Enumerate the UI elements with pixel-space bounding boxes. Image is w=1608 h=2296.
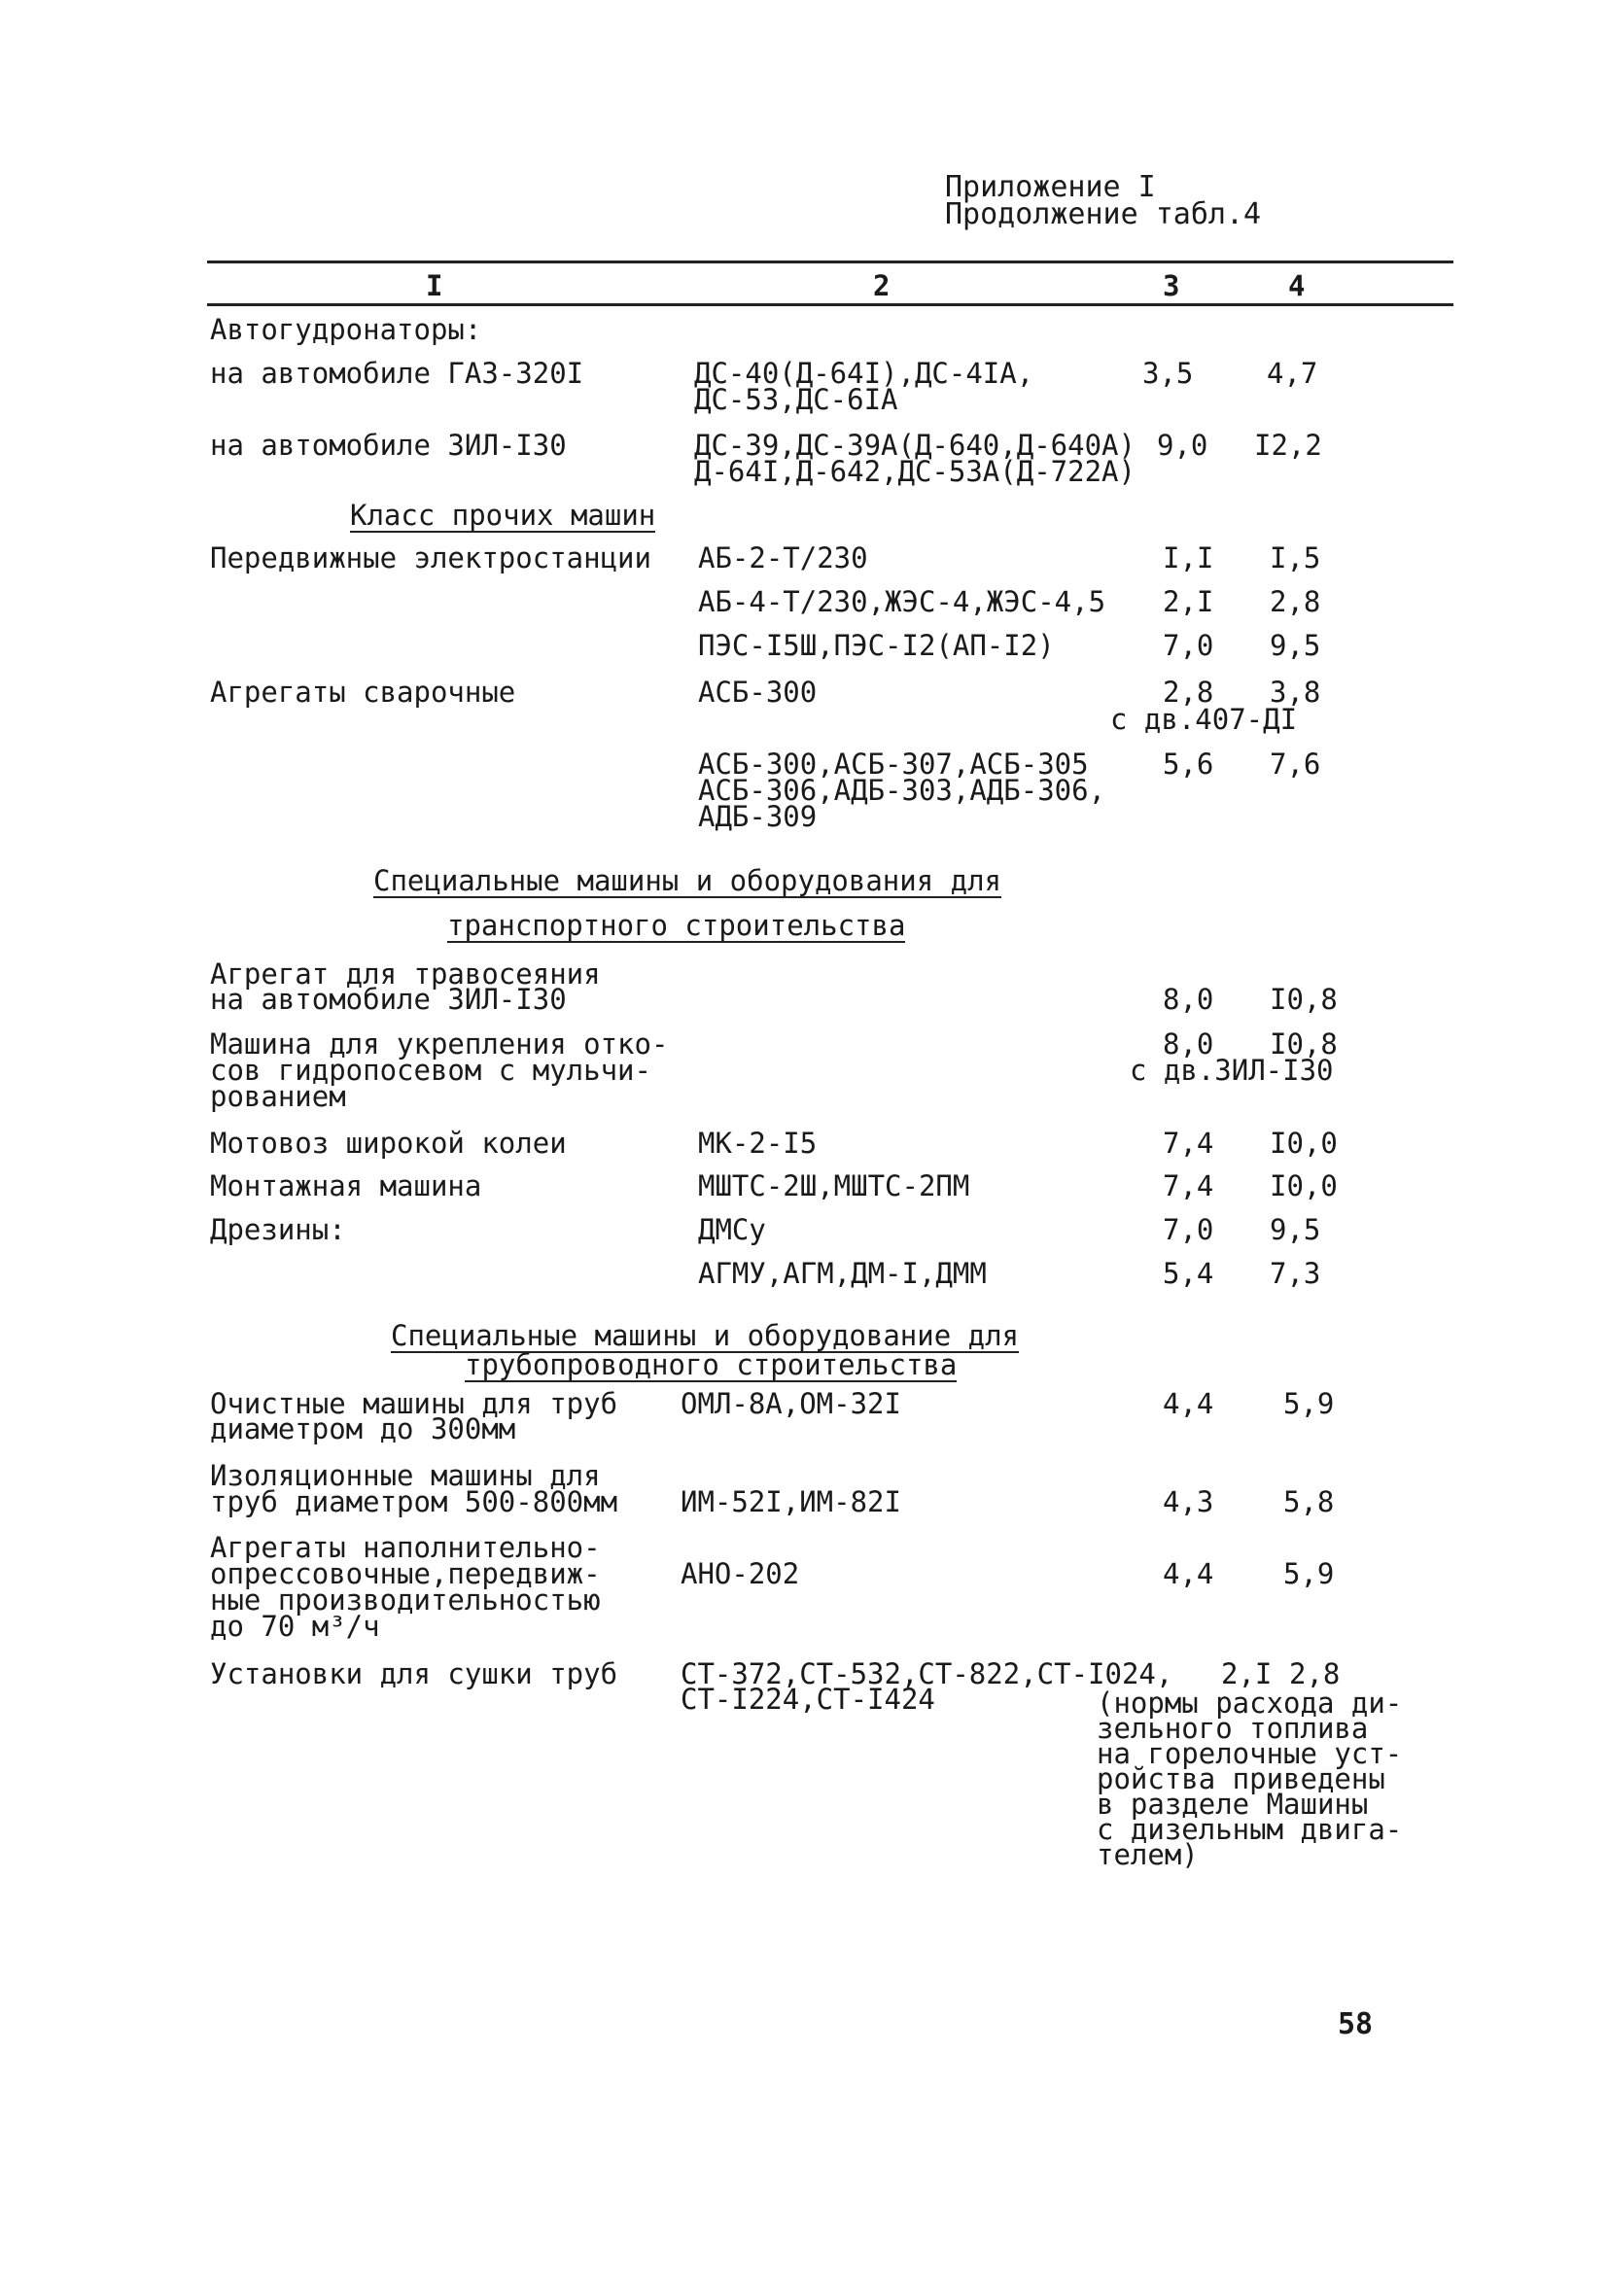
row-label: на автомобиле ЗИЛ-I30 — [210, 429, 567, 462]
fuel-note-line: телем) — [1097, 1838, 1199, 1871]
section-heading: трубопроводного строительства — [465, 1348, 958, 1381]
row-label: Автогудронаторы: — [210, 313, 482, 346]
model-list: АНО-202 — [681, 1557, 800, 1590]
value-col3: 4,3 — [1163, 1485, 1214, 1518]
value-col3: 9,0 — [1157, 429, 1208, 462]
model-list: АБ-4-Т/230,ЖЭС-4,ЖЭС-4,5 — [698, 585, 1106, 618]
model-list: ОМЛ-8А,ОМ-32I — [681, 1387, 901, 1420]
value-col3: 7,0 — [1163, 1213, 1214, 1246]
value-col3: 2,I — [1163, 585, 1214, 618]
model-list: АСБ-300,АСБ-307,АСБ-305 — [698, 748, 1089, 781]
value-col4: I,5 — [1270, 541, 1321, 574]
fuel-note-line: зельного топлива — [1097, 1712, 1369, 1745]
value-col4: 3,8 — [1270, 676, 1321, 709]
row-label: Изоляционные машины для — [210, 1459, 601, 1492]
model-list: АСБ-306,АДБ-303,АДБ-306, — [698, 774, 1106, 807]
value-col3: 7,0 — [1163, 629, 1214, 662]
section-heading: Специальные машины и оборудование для — [391, 1319, 1020, 1352]
col-header-2: 2 — [873, 269, 891, 302]
value-col4: 9,5 — [1270, 629, 1321, 662]
value-col4: 7,6 — [1270, 748, 1321, 781]
model-list: АДБ-309 — [698, 800, 818, 833]
model-list: АГМУ,АГМ,ДМ-I,ДММ — [698, 1257, 987, 1290]
row-label: Агрегаты сварочные — [210, 676, 516, 709]
row-label: опрессовочные,передвиж- — [210, 1557, 601, 1590]
value-col3: 3,5 — [1142, 357, 1194, 390]
row-label: Агрегаты наполнительно- — [210, 1531, 601, 1564]
value-col3: 7,4 — [1163, 1127, 1214, 1160]
row-label: Машина для укрепления отко- — [210, 1027, 669, 1061]
model-list: ИМ-52I,ИМ-82I — [681, 1485, 901, 1518]
row-label: диаметром до 300мм — [210, 1412, 516, 1445]
row-label: рованием — [210, 1080, 346, 1113]
value-col3: 8,0 — [1163, 1027, 1214, 1061]
row-label: Передвижные электростанции — [210, 541, 651, 574]
col-header-1: I — [426, 269, 443, 302]
value-col3: 8,0 — [1163, 983, 1214, 1016]
row-label: Установки для сушки труб — [210, 1657, 618, 1690]
row-label: труб диаметром 500-800мм — [210, 1485, 618, 1518]
value-col3: 4,4 — [1163, 1387, 1214, 1420]
table-header-rule — [207, 303, 1453, 306]
col-header-3: 3 — [1163, 269, 1180, 302]
row-label: ные производительностью — [210, 1583, 601, 1617]
row-label: сов гидропосевом с мульчи- — [210, 1054, 651, 1087]
row-label: на автомобиле ГАЗ-320I — [210, 357, 584, 390]
table-continuation-label: Продолжение табл.4 — [945, 197, 1262, 231]
model-list: ДС-40(Д-64I),ДС-4IA, — [694, 357, 1034, 390]
section-heading: Специальные машины и оборудования для — [373, 864, 1002, 897]
model-list: ДС-53,ДС-6IA — [694, 383, 898, 416]
fuel-note-line: (нормы расхода ди- — [1097, 1687, 1403, 1720]
value-col4: 5,9 — [1283, 1557, 1335, 1590]
value-col4: 9,5 — [1270, 1213, 1321, 1246]
value-col4: I2,2 — [1254, 429, 1322, 462]
value-col3: 2,8 — [1163, 676, 1214, 709]
table-top-rule — [207, 261, 1453, 263]
section-heading: транспортного строительства — [447, 909, 906, 942]
row-label: Агрегат для травосеяния — [210, 957, 601, 991]
value-col3: 7,4 — [1163, 1169, 1214, 1202]
model-list: АБ-2-Т/230 — [698, 541, 868, 574]
row-label: Дрезины: — [210, 1213, 346, 1246]
fuel-note-line: на горелочные уст- — [1097, 1737, 1403, 1770]
appendix-label: Приложение I — [945, 170, 1156, 204]
page-number: 58 — [1338, 2007, 1374, 2041]
model-list: ДС-39,ДС-39A(Д-640,Д-640A) — [694, 429, 1136, 462]
row-label: Очистные машины для труб — [210, 1387, 618, 1420]
model-list: МШТС-2Ш,МШТС-2ПМ — [698, 1169, 970, 1202]
value-col4: 2,8 — [1270, 585, 1321, 618]
engine-note: с дв.407-ДI — [1110, 703, 1298, 736]
value-col3: 5,4 — [1163, 1257, 1214, 1290]
model-list: ДМСу — [698, 1213, 766, 1246]
value-col3: I,I — [1163, 541, 1214, 574]
value-col4: 2,8 — [1289, 1657, 1341, 1690]
fuel-note-line: с дизельным двига- — [1097, 1813, 1403, 1846]
value-col4: 4,7 — [1267, 357, 1318, 390]
value-col4: 7,3 — [1270, 1257, 1321, 1290]
model-list: Д-64I,Д-642,ДС-53A(Д-722A) — [694, 455, 1136, 488]
row-label: до 70 м³/ч — [210, 1610, 380, 1643]
value-col4: 5,8 — [1283, 1485, 1335, 1518]
section-heading: Класс прочих машин — [350, 499, 656, 532]
value-col4: I0,8 — [1270, 1027, 1338, 1061]
row-label: Мотовоз широкой колеи — [210, 1127, 567, 1160]
value-col4: I0,0 — [1270, 1127, 1338, 1160]
fuel-note-line: в разделе Машины — [1097, 1788, 1369, 1821]
fuel-note-line: ройства приведены — [1097, 1762, 1385, 1795]
engine-note: с дв.ЗИЛ-I30 — [1130, 1054, 1334, 1087]
model-list: МК-2-I5 — [698, 1127, 818, 1160]
model-list: СТ-I224,СТ-I424 — [681, 1683, 935, 1716]
row-label: на автомобиле ЗИЛ-I30 — [210, 983, 567, 1016]
value-col3: 2,I — [1221, 1657, 1273, 1690]
model-list: АСБ-300 — [698, 676, 818, 709]
model-list: ПЭС-I5Ш,ПЭС-I2(АП-I2) — [698, 629, 1055, 662]
value-col4: 5,9 — [1283, 1387, 1335, 1420]
value-col4: I0,0 — [1270, 1169, 1338, 1202]
value-col3: 4,4 — [1163, 1557, 1214, 1590]
value-col4: I0,8 — [1270, 983, 1338, 1016]
col-header-4: 4 — [1288, 269, 1306, 302]
model-list: СТ-372,СТ-532,СТ-822,СТ-I024, — [681, 1657, 1173, 1690]
row-label: Монтажная машина — [210, 1169, 482, 1202]
value-col3: 5,6 — [1163, 748, 1214, 781]
